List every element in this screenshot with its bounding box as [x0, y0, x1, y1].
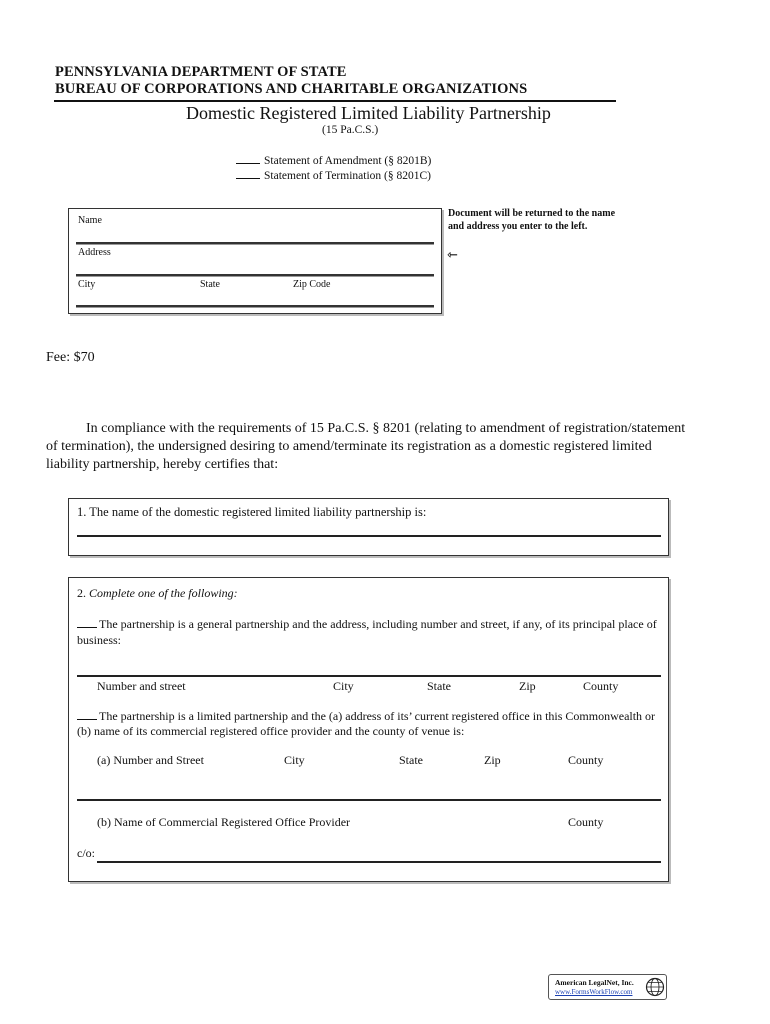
zip-label: Zip Code	[293, 279, 331, 290]
section-1-box	[68, 498, 669, 556]
section-1-label: 1. The name of the domestic registered limited liability partnership is:	[77, 505, 427, 519]
gp-col-city: City	[333, 679, 354, 693]
provider-county-label: County	[568, 815, 604, 829]
amendment-label: Statement of Amendment (§ 8201B)	[264, 155, 432, 167]
gp-col-county: County	[583, 679, 619, 693]
provider-label: (b) Name of Commercial Registered Office Provider	[97, 815, 351, 829]
general-partnership-checkbox-line[interactable]	[77, 617, 97, 628]
city-state-zip-field[interactable]	[76, 305, 434, 308]
footer-company: American LegalNet, Inc.	[555, 978, 634, 987]
section-2-instruction: Complete one of the following:	[89, 586, 238, 600]
address-label: Address	[78, 247, 111, 258]
state-label: State	[200, 279, 220, 290]
city-label: City	[78, 279, 96, 290]
general-partnership-text: The partnership is a general partnership and the address, including number and street, if any, of its principal place of business:	[77, 617, 657, 647]
termination-option[interactable]	[236, 168, 431, 182]
general-partnership-option[interactable]	[77, 616, 657, 648]
lp-col-street: (a) Number and Street	[97, 753, 204, 767]
department-name: PENNSYLVANIA DEPARTMENT OF STATE	[55, 64, 347, 80]
name-field[interactable]	[76, 242, 434, 245]
termination-checkbox-line[interactable]	[236, 168, 260, 179]
care-of-label: c/o:	[77, 846, 95, 860]
lp-col-zip: Zip	[484, 753, 501, 767]
gp-col-state: State	[427, 679, 451, 693]
section-2-box	[68, 577, 669, 882]
amendment-option[interactable]	[236, 153, 431, 167]
form-title: Domestic Registered Limited Liability Partnership	[186, 103, 551, 123]
section-2-number: 2.	[77, 586, 86, 600]
footer-url[interactable]: www.FormsWorkFlow.com	[555, 988, 633, 996]
name-label: Name	[78, 215, 102, 226]
lp-col-state: State	[399, 753, 423, 767]
footer-logo[interactable]	[548, 974, 667, 1000]
amendment-checkbox-line[interactable]	[236, 153, 260, 164]
header-rule	[54, 100, 616, 102]
globe-icon	[645, 977, 665, 997]
compliance-statement: In compliance with the requirements of 15 Pa.C.S. § 8201 (relating to amendment of registration/statement of termination), the undersigned desiring to amend/terminate its registration as a domestic registered limited liability partnership, hereby certifies that:	[46, 421, 686, 472]
limited-partnership-text: The partnership is a limited partnership and the (a) address of its’ current registered office in this Commonwealth or (b) name of its commercial registered office provider and the county of venue is:	[77, 709, 656, 738]
limited-partnership-option[interactable]	[77, 709, 657, 739]
bureau-name: BUREAU OF CORPORATIONS AND CHARITABLE ORGANIZATIONS	[55, 81, 528, 97]
partnership-name-field[interactable]	[77, 535, 661, 537]
statute-reference: (15 Pa.C.S.)	[322, 124, 379, 136]
limited-partnership-checkbox-line[interactable]	[77, 709, 97, 720]
gp-col-street: Number and street	[97, 679, 186, 693]
return-address-box	[68, 208, 442, 314]
termination-label: Statement of Termination (§ 8201C)	[264, 170, 431, 182]
section-2-heading	[77, 586, 238, 601]
principal-place-field[interactable]	[77, 675, 661, 677]
address-field[interactable]	[76, 274, 434, 277]
registered-office-field[interactable]	[77, 799, 661, 801]
gp-col-zip: Zip	[519, 679, 536, 693]
lp-col-county: County	[568, 753, 604, 767]
fee-amount: Fee: $70	[46, 350, 95, 365]
left-arrow-icon: ⇽	[447, 247, 458, 262]
lp-col-city: City	[284, 753, 305, 767]
provider-name-field[interactable]	[97, 861, 661, 863]
return-note: Document will be returned to the name and address you enter to the left.	[448, 208, 616, 232]
